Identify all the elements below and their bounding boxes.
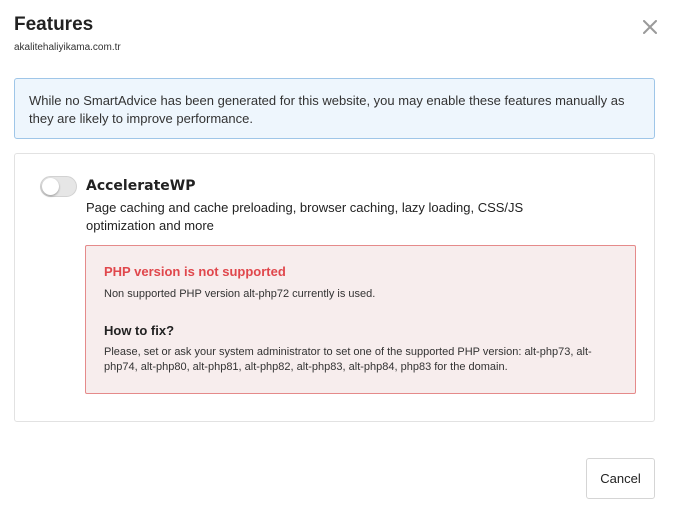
feature-toggle[interactable] bbox=[40, 176, 77, 197]
fix-message: Please, set or ask your system administrator to set one of the supported PHP version: alt-php73, alt-php74, alt-php80, alt-php81, alt-php82, alt-php83, alt-php84, php83 for the domain. bbox=[104, 346, 592, 373]
feature-card bbox=[14, 153, 655, 422]
feature-name: AccelerateWP bbox=[86, 178, 196, 194]
close-button[interactable] bbox=[641, 18, 659, 36]
cancel-button[interactable]: Cancel bbox=[586, 458, 655, 499]
error-message: Non supported PHP version alt-php72 currently is used. bbox=[104, 288, 376, 300]
toggle-knob bbox=[42, 178, 59, 195]
feature-description: Page caching and cache preloading, browser caching, lazy loading, CSS/JS optimization and more bbox=[86, 200, 524, 233]
dialog-title: Features bbox=[14, 14, 94, 35]
error-title: PHP version is not supported bbox=[104, 264, 286, 279]
dialog-header bbox=[14, 14, 659, 58]
dialog-subtitle: akalitehaliyikama.com.tr bbox=[14, 42, 121, 53]
info-notice-text: While no SmartAdvice has been generated for this website, you may enable these features manually as they are likely to improve performance. bbox=[29, 93, 625, 126]
info-notice bbox=[14, 78, 655, 139]
fix-title: How to fix? bbox=[104, 323, 175, 338]
close-icon bbox=[643, 20, 657, 34]
error-panel bbox=[85, 245, 636, 394]
